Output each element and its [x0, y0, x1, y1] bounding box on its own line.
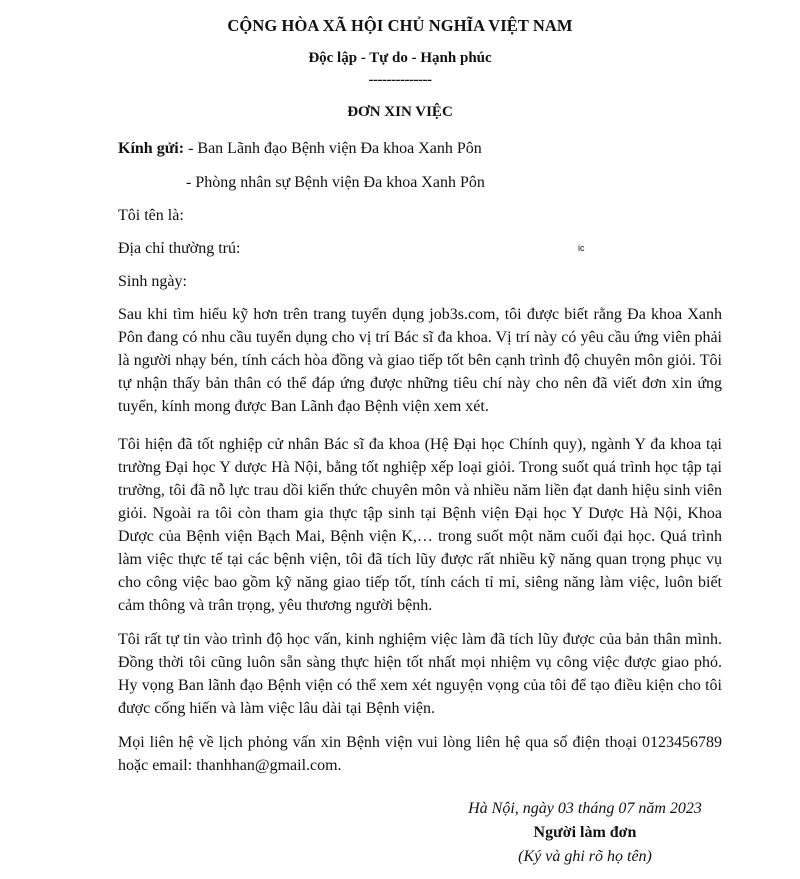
- document-title: ĐƠN XIN VIỆC: [347, 104, 453, 120]
- recipient-label: Kính gửi:: [118, 140, 185, 157]
- paragraph-education: [118, 433, 722, 617]
- paragraph-line: Dược của Bệnh viện Bạch Mai, Bệnh viện K,… trong suốt một năm cuối đại học. Quá trình: [118, 528, 722, 545]
- recipient-1: - Ban Lãnh đạo Bệnh viện Đa khoa Xanh Pôn: [188, 140, 482, 157]
- paragraph-line: trường Đại học Y dược Hà Nội, bằng tốt nghiệp xếp loại giỏi. Trong suốt quá trình học tập tại: [118, 459, 722, 476]
- paragraph-line: cho công việc bao gồm kỹ năng giao tiếp tốt, tính cách tỉ mỉ, siêng năng làm việc, luôn biết: [118, 574, 722, 591]
- address-fragment: ic: [578, 243, 585, 253]
- header-divider: --------------: [368, 72, 432, 88]
- paragraph-line: được cống hiến và làm việc lâu dài tại Bệnh viện.: [118, 700, 436, 717]
- name-label: Tôi tên là:: [118, 207, 184, 224]
- paragraph-line: là người nhạy bén, tính cách hòa đồng và giao tiếp tốt bên cạnh trình độ chuyên môn giỏi. Tôi: [118, 352, 722, 369]
- paragraph-line: làm việc thực tế tại các bệnh viện, tôi đã tích lũy được rất nhiều kỹ năng quan trọng phục vụ: [118, 551, 722, 568]
- paragraph-line: Tôi rất tự tin vào trình độ học vấn, kinh nghiệm việc làm đã tích lũy được của bản thân mình.: [118, 631, 722, 648]
- paragraph-line: Hy vọng Ban lãnh đạo Bệnh viện có thể xem xét nguyện vọng của tôi để tạo điều kiện cho tôi: [118, 677, 722, 694]
- paragraph-line: tuyển, kính mong được Ban Lãnh đạo Bệnh viện xem xét.: [118, 398, 489, 415]
- national-title: CỘNG HÒA XÃ HỘI CHỦ NGHĨA VIỆT NAM: [227, 16, 573, 35]
- paragraph-line: tự nhận thấy bản thân có thể đáp ứng được những tiêu chí này cho nên đã viết đơn xin ứng: [118, 375, 722, 392]
- address-label: Địa chỉ thường trú:: [118, 240, 241, 257]
- paragraph-line: Sau khi tìm hiểu kỹ hơn trên trang tuyển dụng job3s.com, tôi được biết rằng Đa khoa Xanh: [118, 306, 722, 323]
- signer-title: Người làm đơn: [533, 824, 637, 841]
- motto: Độc lập - Tự do - Hạnh phúc: [308, 50, 492, 66]
- recipient-line-1: [118, 140, 482, 158]
- paragraph-commitment: [118, 628, 722, 720]
- paragraph-line: trường, tôi đã nỗ lực trau dồi kiến thức chuyên môn và nhiều năm liền đạt danh hiệu sinh viên: [118, 482, 722, 499]
- paragraph-line: Mọi liên hệ về lịch phỏng vấn xin Bệnh viện vui lòng liên hệ qua số điện thoại 0123456789: [118, 734, 722, 751]
- paragraph-line: giỏi. Ngoài ra tôi còn tham gia thực tập sinh tại Bệnh viện Đại học Y Dược Hà Nội, Khoa: [118, 505, 722, 522]
- paragraph-line: Đồng thời tôi cũng luôn sẵn sàng thực hiện tốt nhất mọi nhiệm vụ công việc được giao phó.: [118, 654, 722, 671]
- paragraph-line: cảm thông và trân trọng, yêu thương người bệnh.: [118, 597, 433, 614]
- paragraph-contact: [118, 731, 722, 777]
- dob-label: Sinh ngày:: [118, 273, 187, 290]
- paragraph-line: Tôi hiện đã tốt nghiệp cử nhân Bác sĩ đa khoa (Hệ Đại học Chính quy), ngành Y đa khoa tại: [118, 436, 722, 453]
- paragraph-line: Pôn đang có nhu cầu tuyển dụng cho vị trí Bác sĩ đa khoa. Vị trí này có yêu cầu ứng viên phải: [118, 329, 722, 346]
- place-date: Hà Nội, ngày 03 tháng 07 năm 2023: [468, 800, 702, 817]
- recipient-2: - Phòng nhân sự Bệnh viện Đa khoa Xanh Pôn: [186, 174, 485, 191]
- signature-instruction: (Ký và ghi rõ họ tên): [518, 848, 652, 865]
- paragraph-line: hoặc email: thanhhan@gmail.com.: [118, 757, 342, 774]
- paragraph-intro: [118, 303, 722, 418]
